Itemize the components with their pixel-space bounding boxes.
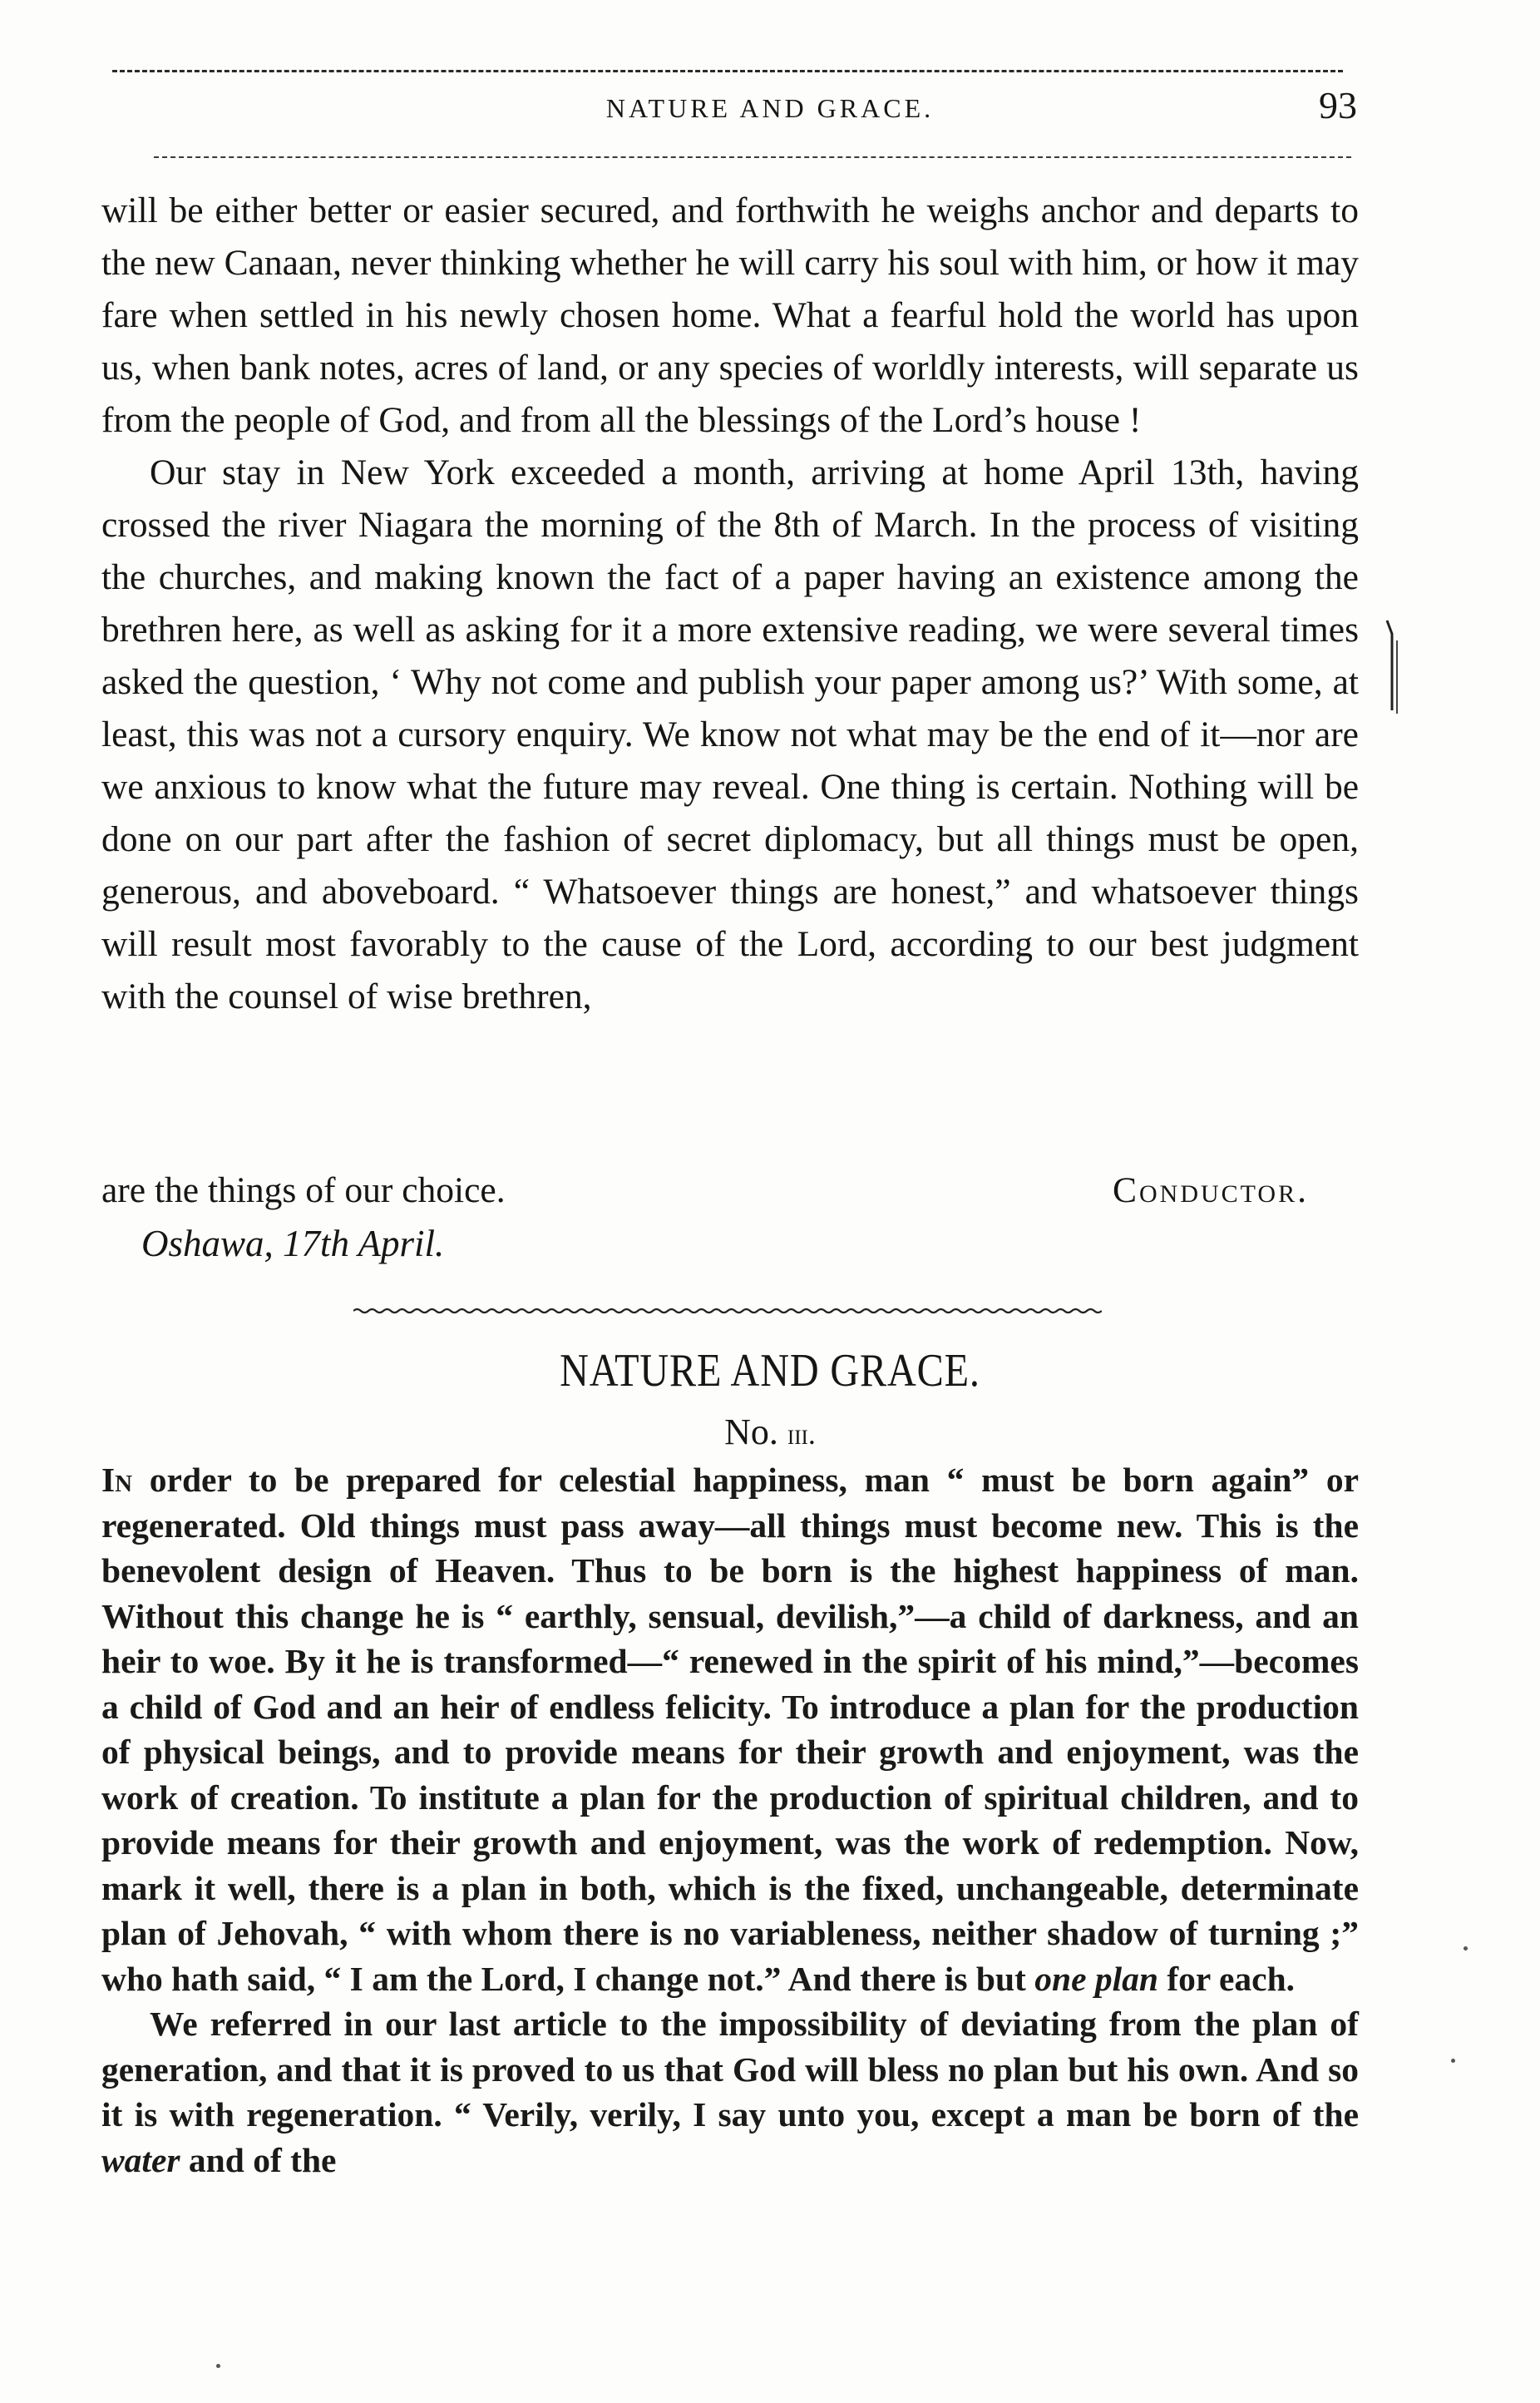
article-paragraph-1-emphasis: one plan xyxy=(1034,1959,1158,1998)
print-speck xyxy=(216,2364,220,2368)
article-number-prefix: No. xyxy=(724,1412,778,1452)
closing-line xyxy=(101,1164,1359,1217)
header-bottom-rule xyxy=(154,156,1351,158)
continued-paragraph-2: Our stay in New York exceeded a month, arriving at home April 13th, having crossed the river Niagara the morning of the 8th of March. In the process of visiting the churches, and making known the fact of a paper having an existence among the brethren here, as well as asking for it a more extensive reading, we were several times asked the question, ‘ Why not come and publish your paper among us?’ With some, at least, this was not a cursory enquiry. We know not what may be the end of it—nor are we anxious to know what the future may reveal. One thing is certain. Nothing will be done on our part after the fashion of secret diplomacy, but all things must be open, generous, and aboveboard. “ Whatsoever things are honest,” and whatsoever things will result most favorably to the cause of the Lord, according to our best judgment with the counsel of wise brethren, xyxy=(101,452,1359,1016)
running-head: NATURE AND GRACE. xyxy=(605,93,935,123)
margin-bracket-mark xyxy=(1380,617,1405,717)
place-date: Oshawa, 17th April. xyxy=(141,1223,445,1264)
drop-lead: In xyxy=(101,1461,133,1499)
closing-line-text: are the things of our choice. xyxy=(101,1170,506,1210)
print-speck xyxy=(1463,1946,1468,1951)
article-body xyxy=(101,1457,1359,2183)
article-number-roman: iii. xyxy=(787,1417,816,1451)
signature: Conductor. xyxy=(1112,1170,1309,1210)
page-number: 93 xyxy=(1319,84,1357,126)
article-paragraph-2-emphasis: water xyxy=(101,2140,180,2179)
article-title: NATURE AND GRACE. xyxy=(560,1345,980,1397)
article-paragraph-2 xyxy=(101,2001,1359,2183)
print-speck xyxy=(1451,2059,1455,2063)
wavy-separator xyxy=(353,1303,1102,1319)
article-paragraph-1-text-b: for each. xyxy=(1157,1959,1296,1998)
article-paragraph-1 xyxy=(101,1457,1359,2001)
header-top-rule xyxy=(112,70,1343,72)
article-number xyxy=(0,1407,1540,1459)
article-paragraph-1-text-a: order to be prepared for celestial happiness, man “ must be born again” or regenerated. Old things must pass away—all things must become new. This is the benevolent design of Heaven. Thus to be born is the highest happiness of man. Without this change he is “ earthly, sensual, devilish,”—a child of darkness, and an heir to woe. By it he is transformed—“ renewed in the spirit of his mind,”—becomes a child of God and an heir of endless felicity. To introduce a plan for the production of physical beings, and to provide means for their growth and enjoyment, was the work of creation. To institute a plan for the production of spiritual children, and to provide means for their growth and enjoyment, was the work of redemption. Now, mark it well, there is a plan in both, which is the fixed, unchangeable, determinate plan of Jehovah, “ with whom there is no variableness, neither shadow of turning ;” who hath said, “ I am the Lord, I change not.” And there is but xyxy=(101,1461,1359,1998)
article-paragraph-2-text-b: and of the xyxy=(180,2140,337,2179)
article-paragraph-2-text-a: We referred in our last article to the impossibility of deviating from the plan of generation, and that it is proved to us that God will bless no plan but his own. And so it is with regeneration. “ Verily, verily, I say unto you, except a man be born of the xyxy=(101,2005,1359,2134)
continued-article xyxy=(101,185,1359,1023)
continued-paragraph-1: will be either better or easier secured, and forthwith he weighs anchor and departs to the new Canaan, never thinking whether he will carry his soul with him, or how it may fare when settled in his newly chosen home. What a fearful hold the world has upon us, when bank notes, acres of land, or any species of worldly interests, will separate us from the people of God, and from all the blessings of the Lord’s house ! xyxy=(101,190,1359,440)
